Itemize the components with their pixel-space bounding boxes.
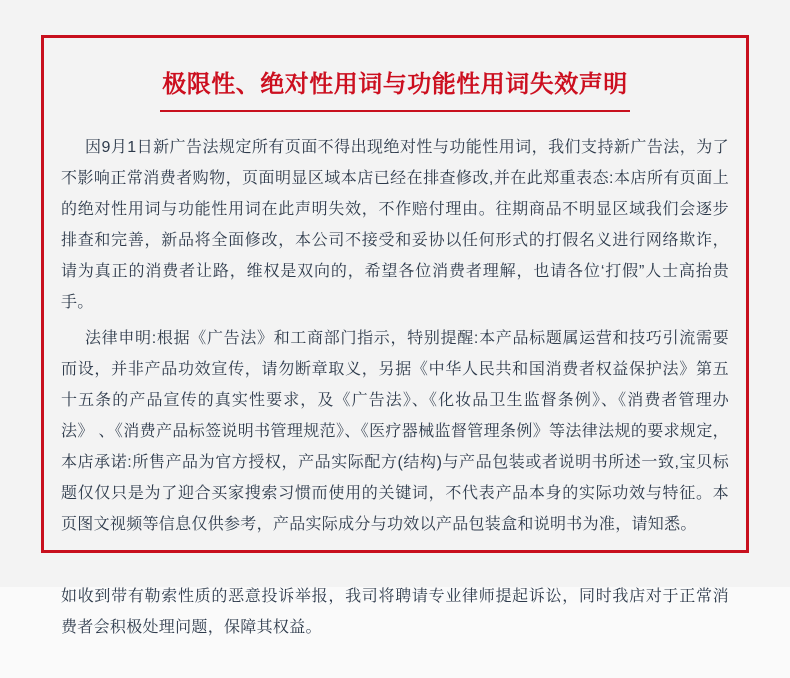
- disclaimer-title: 极限性、绝对性用词与功能性用词失效声明: [160, 60, 630, 112]
- disclaimer-box: [41, 35, 749, 553]
- complaint-warning-note: 如收到带有勒索性质的恶意投诉举报，我司将聘请专业律师提起诉讼，同时我店对于正常消费者会积极处理问题，保障其权益。: [61, 588, 729, 636]
- disclaimer-paragraph-1: 因9月1日新广告法规定所有页面不得出现绝对性与功能性用词，我们支持新广告法，为了不影响正常消费者购物，页面明显区域本店已经在排查修改,并在此郑重表态:本店所有页面上的绝对性用词与功能性用词在此声明失效，不作赔付理由。往期商品不明显区域我们会逐步排查和完善，新品将全面修改，本公司不接受和妥协以任何形式的打假名义进行网络欺诈，请为真正的消费者让路，维权是双向的，希望各位消费者理解，也请各位‘打假”人士高抬贵手。: [61, 139, 729, 311]
- disclaimer-title-wrap: [61, 60, 729, 112]
- disclaimer-paragraph-2: 法律申明:根据《广告法》和工商部门指示，特别提醒:本产品标题属运营和技巧引流需要而设，并非产品功效宣传，请勿断章取义，另据《中华人民共和国消费者权益保护法》第五十五条的产品宣传的真实性要求，及《广告法》、《化妆品卫生监督条例》、《消费者管理办法》 、《消费产品标签说明书管理规范》、《医疗器械监督管理条例》等法律法规的要求规定，本店承诺:所售产品为官方授权，产品实际配方(结构)与产品包装或者说明书所述一致,宝贝标题仅仅只是为了迎合买家搜索习惯而使用的关键词，不代表产品本身的实际功效与特征。本页图文视频等信息仅供参考，产品实际成分与功效以产品包装盒和说明书为准，请知悉。: [61, 330, 729, 533]
